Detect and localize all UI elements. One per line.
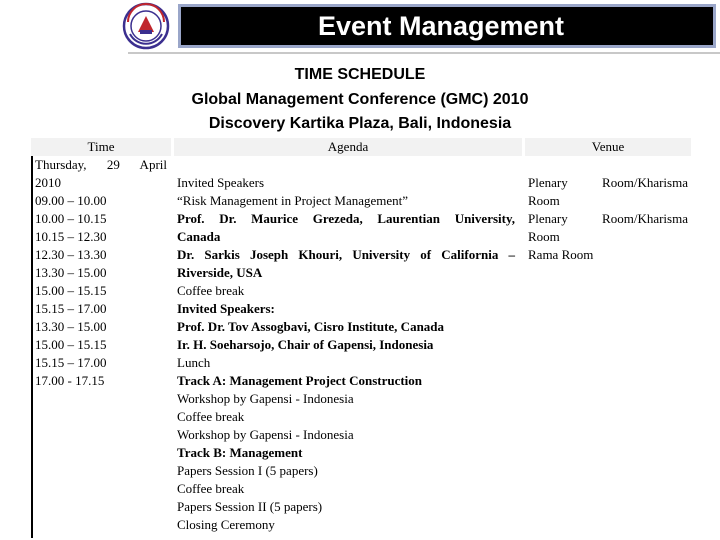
agenda-item: Coffee break [177,409,245,424]
agenda-item: Ir. H. Soeharsojo, Chair of Gapensi, Indonesia [177,337,434,352]
time-slot: Thursday, 29 April [35,157,167,172]
agenda-item: Coffee break [177,481,245,496]
table-left-border [31,138,33,538]
agenda-item: Papers Session I (5 papers) [177,463,318,478]
column-header-time: Time [31,138,171,156]
time-slot: 12.30 – 13.30 [35,247,107,262]
agenda-item: Workshop by Gapensi - Indonesia [177,391,354,406]
time-slot: 13.30 – 15.00 [35,265,107,280]
venue-item: Room [528,229,560,244]
agenda-item: Invited Speakers [177,175,265,190]
time-slot: 17.00 - 17.15 [35,373,105,388]
schedule-table [31,138,693,538]
time-slot: 13.30 – 15.00 [35,319,107,334]
gunadarma-seal-icon [118,2,174,50]
schedule-heading: TIME SCHEDULE [294,66,426,83]
venue-column [528,174,688,264]
agenda-item: Workshop by Gapensi - Indonesia [177,427,354,442]
agenda-item: Dr. Sarkis Joseph Khouri, University of California – [177,247,515,262]
conference-location: Discovery Kartika Plaza, Bali, Indonesia [208,115,512,132]
agenda-item: Invited Speakers: [177,301,275,316]
time-slot: 15.15 – 17.00 [35,355,107,370]
time-slot: 2010 [35,175,61,190]
time-slot: 15.00 – 15.15 [35,337,107,352]
time-slot: 09.00 – 10.00 [35,193,107,208]
header-divider [128,52,720,54]
time-slot: 15.15 – 17.00 [35,301,107,316]
venue-item: Plenary Room/Kharisma [528,211,688,226]
conference-name: Global Management Conference (GMC) 2010 [191,91,529,108]
time-slot: 10.15 – 12.30 [35,229,107,244]
university-logo [118,2,174,50]
agenda-item: Lunch [177,355,211,370]
agenda-item: Coffee break [177,283,245,298]
agenda-column [177,174,515,534]
column-header-venue: Venue [525,138,691,156]
title-banner [178,4,716,48]
page-title: Event Management [317,10,565,41]
venue-item: Rama Room [528,247,594,262]
time-column [35,156,167,390]
agenda-item: Papers Session II (5 papers) [177,499,323,514]
agenda-item: Track A: Management Project Construction [177,373,423,388]
time-slot: 10.00 – 10.15 [35,211,107,226]
venue-item: Room [528,193,560,208]
column-header-agenda: Agenda [174,138,522,156]
agenda-item: Prof. Dr. Tov Assogbavi, Cisro Institute, Canada [177,319,445,334]
agenda-item: Riverside, USA [177,265,263,280]
venue-item: Plenary Room/Kharisma [528,175,688,190]
agenda-item: Prof. Dr. Maurice Grezeda, Laurentian University, [177,211,515,226]
agenda-item: Closing Ceremony [177,517,275,532]
time-slot: 15.00 – 15.15 [35,283,107,298]
agenda-item: “Risk Management in Project Management” [177,193,409,208]
agenda-item: Track B: Management [177,445,303,460]
agenda-item: Canada [177,229,221,244]
